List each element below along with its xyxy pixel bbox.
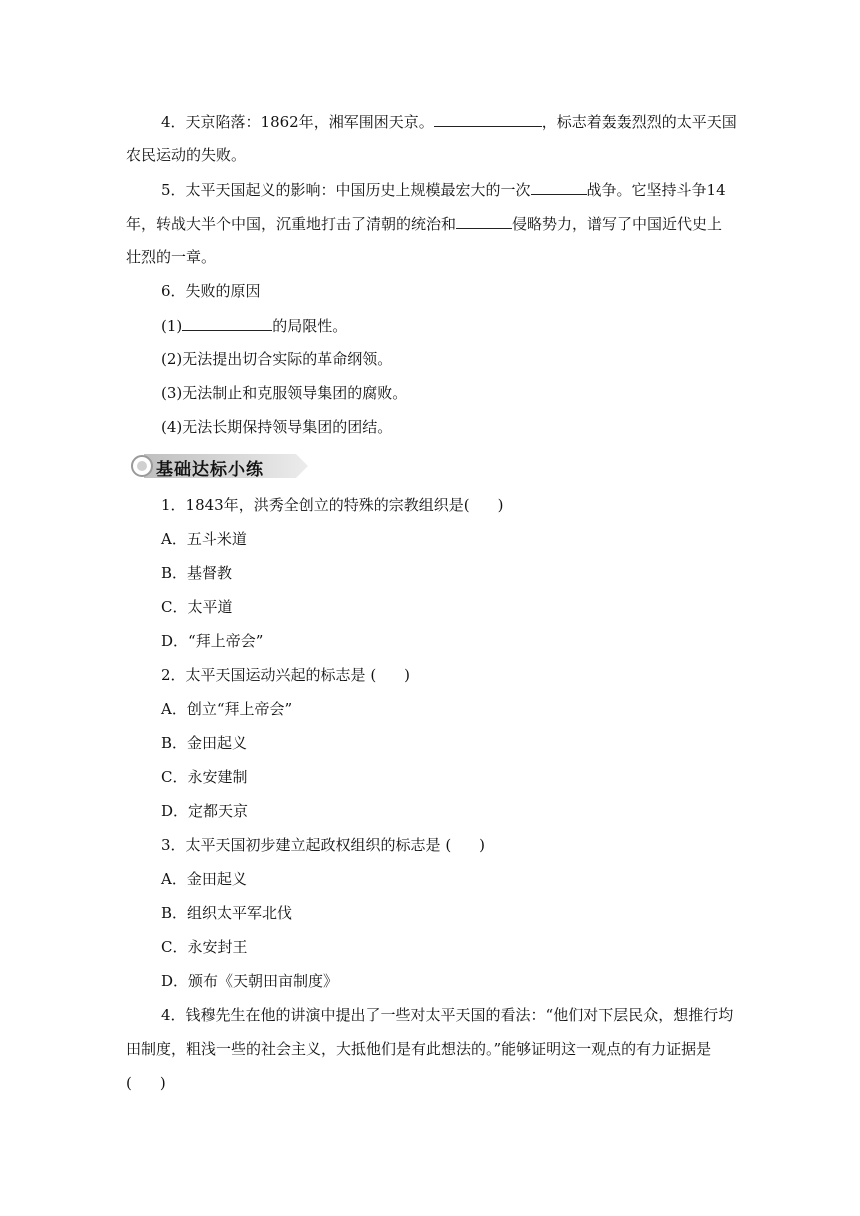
summary-item-4-text: 4．天京陷落：1862年，湘军围困天京。 bbox=[161, 113, 434, 131]
question-2-option-b[interactable]: B．金田起义 bbox=[161, 734, 248, 752]
reason-1 bbox=[161, 315, 347, 336]
question-stem-text: 2．太平天国运动兴起的标志是 ( bbox=[161, 666, 377, 684]
question-3-option-b[interactable]: B．组织太平军北伐 bbox=[161, 904, 293, 922]
question-paren-close: ) bbox=[479, 836, 486, 854]
summary-item-5-text-cont: 侵略势力，谱写了中国近代史上 bbox=[512, 215, 723, 233]
summary-item-5-text-cont: 战争。它坚持斗争14 bbox=[586, 181, 726, 199]
question-1-option-b[interactable]: B．基督教 bbox=[161, 564, 233, 582]
question-paren-open: ( bbox=[126, 1074, 132, 1092]
question-4-line3 bbox=[126, 1073, 166, 1093]
question-paren-close: ) bbox=[159, 1074, 166, 1092]
question-2-option-d[interactable]: D．定都天京 bbox=[161, 802, 249, 820]
summary-item-6-title: 6．失败的原因 bbox=[161, 282, 261, 300]
summary-item-5-text: 5．太平天国起义的影响：中国历史上规模最宏大的一次 bbox=[161, 181, 531, 199]
summary-item-4-line1 bbox=[161, 111, 737, 132]
reason-4: (4)无法长期保持领导集团的团结。 bbox=[161, 418, 393, 436]
question-2-stem bbox=[161, 665, 410, 685]
fill-blank[interactable] bbox=[182, 315, 272, 331]
question-1-option-d[interactable]: D．“拜上帝会” bbox=[161, 632, 264, 650]
question-paren-close: ) bbox=[404, 666, 411, 684]
reason-1-text: 的局限性。 bbox=[272, 317, 348, 335]
question-paren-close: ) bbox=[497, 496, 504, 514]
section-banner bbox=[130, 452, 310, 480]
question-3-option-a[interactable]: A．金田起义 bbox=[161, 870, 247, 888]
question-4-line1: 4．钱穆先生在他的讲演中提出了一些对太平天国的看法：“他们对下层民众，想推行均 bbox=[161, 1006, 734, 1024]
question-1-stem bbox=[161, 495, 503, 515]
summary-item-4-text-cont: ，标志着轰轰烈烈的太平天国 bbox=[541, 113, 737, 131]
question-3-option-c[interactable]: C．永安封王 bbox=[161, 938, 248, 956]
section-title: 基础达标小练 bbox=[156, 460, 264, 480]
reason-1-number: (1) bbox=[161, 317, 183, 335]
summary-item-5-line1 bbox=[161, 179, 726, 200]
question-2-option-c[interactable]: C．永安建制 bbox=[161, 768, 248, 786]
question-3-stem bbox=[161, 835, 485, 855]
reason-2: (2)无法提出切合实际的革命纲领。 bbox=[161, 350, 393, 368]
question-3-option-d[interactable]: D．颁布《天朝田亩制度》 bbox=[161, 972, 339, 990]
summary-item-4-line2: 农民运动的失败。 bbox=[126, 146, 247, 164]
fill-blank[interactable] bbox=[434, 111, 542, 127]
question-4-line2: 田制度，粗浅一些的社会主义，大抵他们是有此想法的。”能够证明这一观点的有力证据是 bbox=[126, 1040, 712, 1058]
reason-3: (3)无法制止和克服领导集团的腐败。 bbox=[161, 384, 408, 402]
question-stem-text: 3．太平天国初步建立起政权组织的标志是 ( bbox=[161, 836, 452, 854]
question-stem-text: 1．1843年，洪秀全创立的特殊的宗教组织是( bbox=[161, 496, 470, 514]
question-1-option-a[interactable]: A．五斗米道 bbox=[161, 530, 247, 548]
question-1-option-c[interactable]: C．太平道 bbox=[161, 598, 233, 616]
summary-item-5-line2 bbox=[126, 213, 722, 234]
summary-item-5-line3: 壮烈的一章。 bbox=[126, 248, 217, 266]
fill-blank[interactable] bbox=[531, 179, 587, 195]
question-2-option-a[interactable]: A．创立“拜上帝会” bbox=[161, 700, 293, 718]
summary-item-5-text: 年，转战大半个中国，沉重地打击了清朝的统治和 bbox=[126, 215, 457, 233]
fill-blank[interactable] bbox=[456, 213, 512, 229]
